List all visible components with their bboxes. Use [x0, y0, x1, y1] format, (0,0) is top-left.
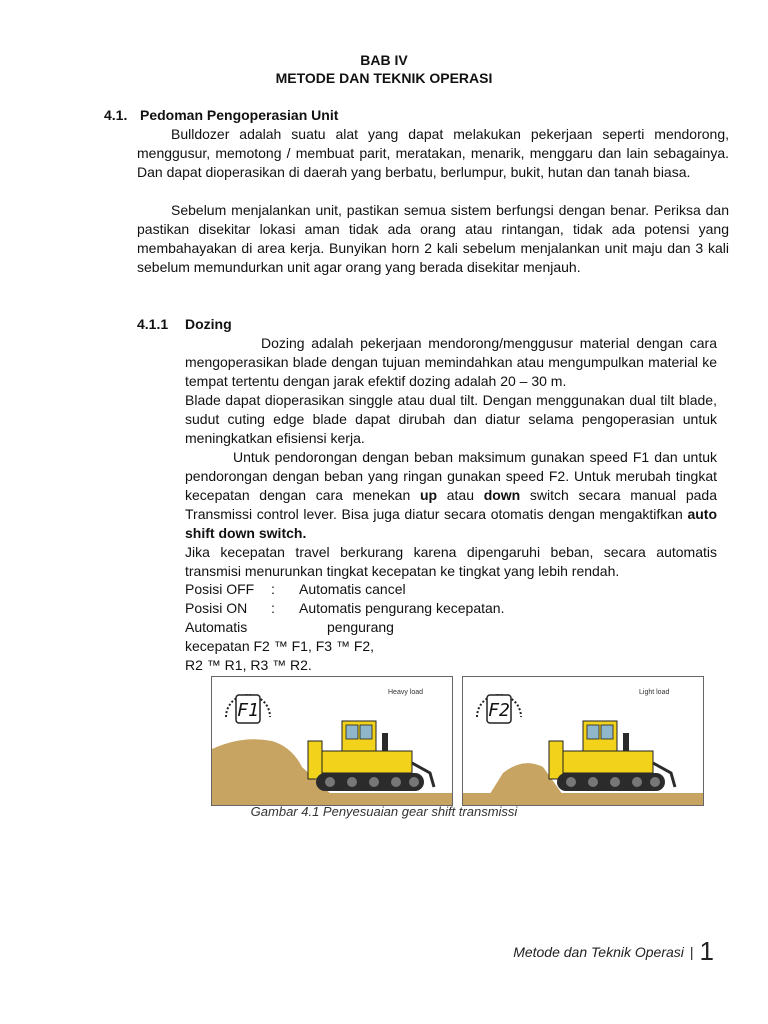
gear-indicator-text: F2 [488, 700, 510, 721]
dozing-paragraph-4: Jika kecepatan travel berkurang karena dipengaruhi beban, secara automatis transmisi menurunkan tingkat kecepatan ke tingkat yang lebih rendah. [185, 544, 717, 579]
automatis-row: Automatis pengurang [185, 619, 394, 635]
subsection-number: 4.1.1 [137, 316, 169, 332]
position-off-row: Posisi OFF : Automatis cancel [185, 581, 406, 597]
up-keyword: up [419, 487, 438, 503]
section1-paragraph-2: Sebelum menjalankan unit, pastikan semua sistem berfungsi dengan benar. Periksa dan pastikan disekitar lokasi aman tidak ada orang atau rintangan, tidak ada potensi yang membahayakan di area kerja. Bunyikan horn 2 kali sebelum menjalankan unit maju dan 3 kali sebelum memundurkan unit agar orang yang berada disekitar menjauh. [137, 202, 729, 275]
dozing-paragraph-3: Untuk pendorongan dengan beban maksimum gunakan speed F1 dan untuk pendorongan dengan beban yang ringan gunakan speed F2. Untuk merubah tingkat kecepatan dengan cara menekan up atau down switch secara manual pada Transmissi control lever. Bisa juga diatur secara otomatis dengan mengaktifkan auto shift down switch. [185, 449, 717, 541]
bulldozer-icon [549, 721, 675, 791]
gear-display-icon [226, 695, 270, 723]
figure-heavy-load [211, 676, 453, 806]
gear-indicator-text: F1 [237, 700, 259, 721]
heavy-load-illustration [212, 677, 452, 805]
figure-light-load [462, 676, 704, 806]
heavy-load-label: Heavy load [388, 689, 424, 696]
section-number: 4.1. [104, 107, 128, 123]
page-footer [513, 936, 714, 967]
dozing-paragraph-1: Dozing adalah pekerjaan mendorong/menggusur material dengan cara mengoperasikan blade dengan tujuan memindahkan atau mengumpulkan material ke tempat tertentu dengan jarak efektif dozing adalah 20 – 30 m. [185, 335, 717, 389]
section1-paragraph-1: Bulldozer adalah suatu alat yang dapat melakukan pekerjaan seperti mendorong, menggusur, memotong / membuat parit, meratakan, menarik, menggaru dan lain sebagainya. Dan dapat dioperasikan di daerah yang berbatu, berlumpur, bukit, hutan dan tanah biasa. [137, 126, 729, 180]
position-on-row: Posisi ON : Automatis pengurang kecepatan. [185, 600, 505, 616]
section-heading-4-1 [104, 107, 338, 123]
chapter-title: BAB IV [360, 52, 408, 68]
light-load-illustration [463, 677, 703, 805]
reverse-gear-line: R2 ™ R1, R3 ™ R2. [185, 657, 312, 673]
subsection-heading-4-1-1 [137, 316, 232, 332]
auto-shift-keyword: auto shift down switch. [185, 506, 717, 541]
gear-display-icon [477, 695, 521, 723]
section-title: Pedoman Pengoperasian Unit [140, 107, 339, 123]
figure-caption: Gambar 4.1 Penyesuaian gear shift transmissi [250, 804, 518, 819]
footer-title: Metode dan Teknik Operasi [513, 944, 684, 960]
down-keyword: down [483, 487, 521, 503]
chapter-subtitle: METODE DAN TEKNIK OPERASI [275, 70, 493, 86]
page-number: 1 [699, 936, 714, 966]
dozing-paragraph-2: Blade dapat dioperasikan singgle atau dual tilt. Dengan menggunakan dual tilt blade, sudut cuting edge blade dapat dirubah dan diatur selama pengoperasian untuk meningkatkan efisiensi kerja. [185, 392, 717, 446]
footer-separator: | [689, 944, 694, 960]
subsection-title: Dozing [185, 316, 232, 332]
forward-gear-line: kecepatan F2 ™ F1, F3 ™ F2, [185, 638, 375, 654]
bulldozer-icon [308, 721, 434, 791]
light-load-label: Light load [639, 689, 670, 696]
